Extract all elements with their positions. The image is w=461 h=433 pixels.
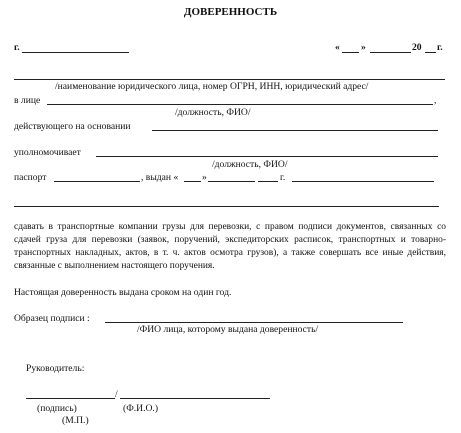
- issued-year-suffix: г.: [280, 172, 286, 183]
- legal-entity-hint: /наименование юридического лица, номер ОГРН, ИНН, юридический адрес/: [55, 81, 369, 92]
- acting-basis-line[interactable]: [152, 130, 438, 131]
- date-open-quote: «: [335, 42, 340, 53]
- issued-by-line[interactable]: [292, 181, 434, 182]
- issued-year-line[interactable]: [258, 181, 278, 182]
- in-person-line[interactable]: [47, 104, 433, 105]
- authorizes-label: уполномочивает: [14, 147, 81, 158]
- document-title: ДОВЕРЕННОСТЬ: [183, 6, 278, 18]
- issued-label: , выдан «: [141, 172, 179, 183]
- in-person-comma: ,: [434, 95, 437, 106]
- position-name-hint-2: /должность, ФИО/: [212, 159, 288, 170]
- issued-day-line[interactable]: [184, 181, 201, 182]
- date-month-line[interactable]: [370, 52, 411, 53]
- head-label: Руководитель:: [26, 363, 85, 374]
- city-field-line[interactable]: [22, 52, 129, 53]
- date-year-line[interactable]: [425, 52, 436, 53]
- passport-number-line[interactable]: [54, 181, 140, 182]
- authority-paragraph: сдавать в транспортные компании грузы для перевозки, с правом подписи документов, связанных со сдачей груза для перевозки (заявок, поручений, экспедиторских расписок, транспортных и товарно-транспортных накладных, актов, в т. ч. актов осмотра грузов), а также совершать все иные действия, связанные с выполнением настоящего поручения.: [14, 222, 446, 272]
- head-signature-line[interactable]: [26, 398, 115, 399]
- position-name-hint: /должность, ФИО/: [175, 107, 251, 118]
- validity-text: Настоящая доверенность выдана сроком на один год.: [14, 287, 232, 298]
- city-prefix: г.: [14, 42, 20, 53]
- signature-owner-hint: /ФИО лица, которому выдана доверенность/: [137, 324, 319, 335]
- authorizes-line[interactable]: [96, 156, 438, 157]
- date-day-line[interactable]: [342, 52, 359, 53]
- issued-by-line-2[interactable]: [14, 206, 439, 207]
- date-year-suffix: г.: [437, 42, 443, 53]
- date-close-quote: »: [361, 42, 366, 53]
- name-hint: (Ф.И.О.): [123, 403, 159, 414]
- signature-sample-label: Образец подписи :: [14, 313, 90, 324]
- in-person-label: в лице: [14, 95, 41, 106]
- head-name-line[interactable]: [120, 398, 270, 399]
- acting-basis-label: действующего на основании: [14, 121, 131, 132]
- legal-entity-line[interactable]: [14, 79, 445, 80]
- stamp-hint: (М.П.): [62, 415, 89, 426]
- date-year-prefix: 20: [412, 42, 422, 53]
- issued-month-line[interactable]: [208, 181, 255, 182]
- head-slash: /: [115, 389, 118, 400]
- signature-sample-line[interactable]: [105, 322, 403, 323]
- signature-hint: (подпись): [37, 403, 77, 414]
- passport-label: паспорт: [14, 172, 47, 183]
- issued-close-quote: »: [202, 172, 207, 183]
